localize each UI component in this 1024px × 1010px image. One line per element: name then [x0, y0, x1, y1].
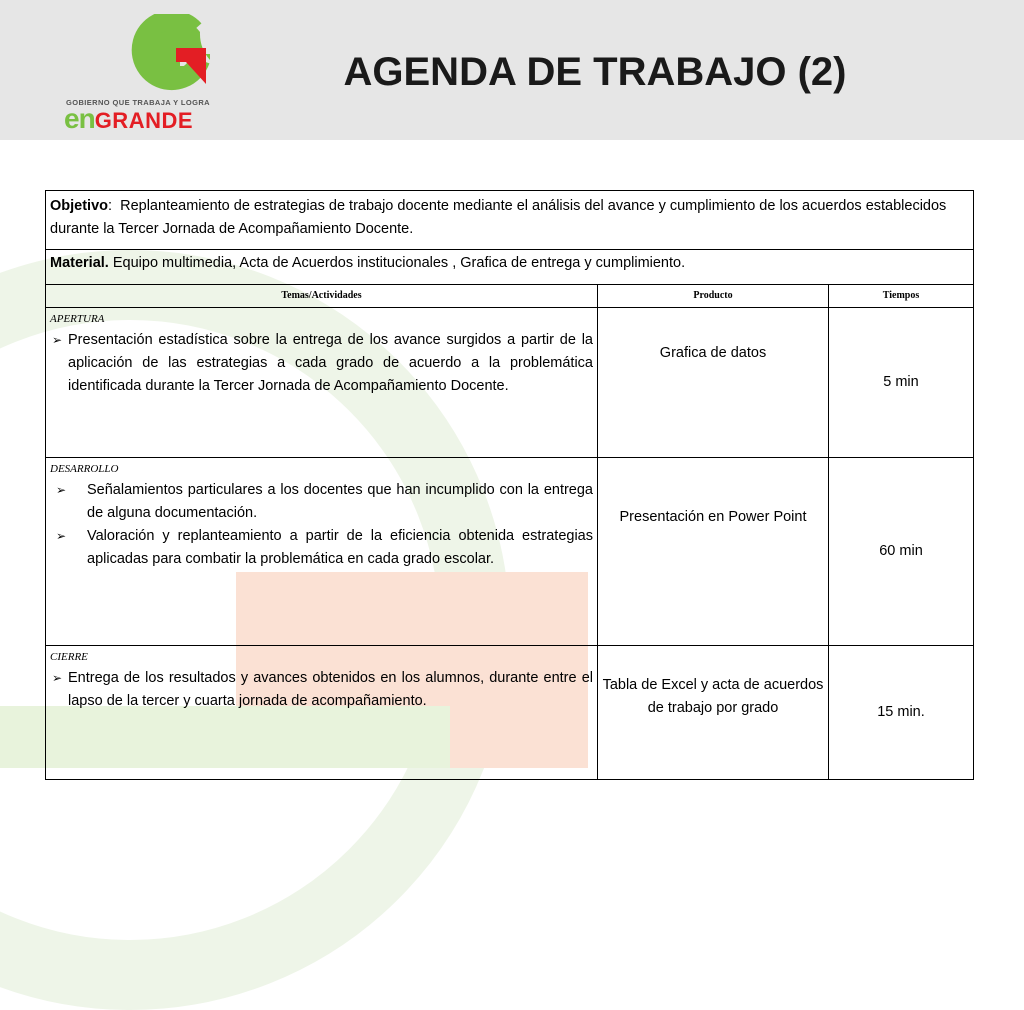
list-item — [50, 479, 593, 525]
list-item — [50, 329, 593, 398]
table-row — [46, 458, 974, 646]
logo-g-icon — [124, 14, 214, 96]
activities-cell-desarrollo — [46, 458, 598, 646]
objective-separator: : — [108, 198, 113, 214]
bullet-list-cierre — [50, 667, 593, 713]
arrow-bullet-icon: ➢ — [52, 333, 63, 347]
column-header-time: Tiempos — [829, 285, 974, 308]
product-cell-apertura: Grafica de datos — [598, 308, 829, 458]
arrow-bullet-icon: ➢ — [56, 529, 67, 543]
time-cell-desarrollo: 60 min — [829, 458, 974, 646]
logo — [60, 14, 220, 134]
activities-cell-apertura — [46, 308, 598, 458]
section-label-cierre: CIERRE — [50, 651, 88, 663]
activities-cell-cierre — [46, 646, 598, 780]
column-header-product: Producto — [598, 285, 829, 308]
bullet-list-desarrollo — [50, 479, 593, 571]
time-cell-cierre: 15 min. — [829, 646, 974, 780]
page-title: AGENDA DE TRABAJO (2) — [343, 50, 847, 94]
table-row — [46, 646, 974, 780]
product-cell-cierre: Tabla de Excel y acta de acuerdos de trabajo por grado — [598, 646, 829, 780]
objective-label: Objetivo — [50, 198, 109, 214]
logo-word-en: en — [64, 103, 95, 134]
list-item — [50, 667, 593, 713]
objective-text: Replanteamiento de estrategias de trabajo docente mediante el análisis del avance y cumplimiento de los acuerdos establecidos durante la Tercer Jornada de Acompañamiento Docente. — [50, 198, 947, 237]
list-item-text: Valoración y replanteamiento a partir de la eficiencia obtenida estrategias aplicadas para combatir la problemática en cada grado escolar. — [87, 528, 593, 567]
bullet-list-apertura — [50, 329, 593, 398]
agenda-table — [45, 190, 974, 780]
list-item-text: Señalamientos particulares a los docentes que han incumplido con la entrega de alguna documentación. — [87, 482, 593, 521]
material-cell — [46, 250, 974, 285]
time-cell-apertura: 5 min — [829, 308, 974, 458]
section-label-desarrollo: DESARROLLO — [50, 463, 119, 475]
table-row — [46, 308, 974, 458]
material-label: Material. — [50, 255, 109, 271]
material-text: Equipo multimedia, Acta de Acuerdos institucionales , Grafica de entrega y cumplimiento. — [112, 255, 686, 271]
header-band — [0, 0, 1024, 140]
column-header-activities: Temas/Actividades — [46, 285, 598, 308]
column-header-row — [46, 285, 974, 308]
arrow-bullet-icon: ➢ — [52, 671, 63, 685]
logo-wordmark — [64, 105, 193, 133]
logo-tagline: GOBIERNO QUE TRABAJA Y LOGRA — [66, 98, 210, 107]
objective-cell — [46, 191, 974, 250]
list-item-text: Entrega de los resultados y avances obtenidos en los alumnos, durante entre el lapso de la tercer y cuarta jornada de acompañamiento. — [68, 670, 593, 709]
objective-row — [46, 191, 974, 250]
product-cell-desarrollo: Presentación en Power Point — [598, 458, 829, 646]
logo-word-grande: GRANDE — [94, 108, 194, 133]
material-row — [46, 250, 974, 285]
list-item — [50, 525, 593, 571]
section-label-apertura: APERTURA — [50, 313, 105, 325]
list-item-text: Presentación estadística sobre la entrega de los avance surgidos a partir de la aplicación de las estrategias a cada grado de acuerdo a la problemática identificada durante la Tercer Jornada de Acompañamiento Docente. — [68, 332, 593, 394]
arrow-bullet-icon: ➢ — [56, 483, 67, 497]
